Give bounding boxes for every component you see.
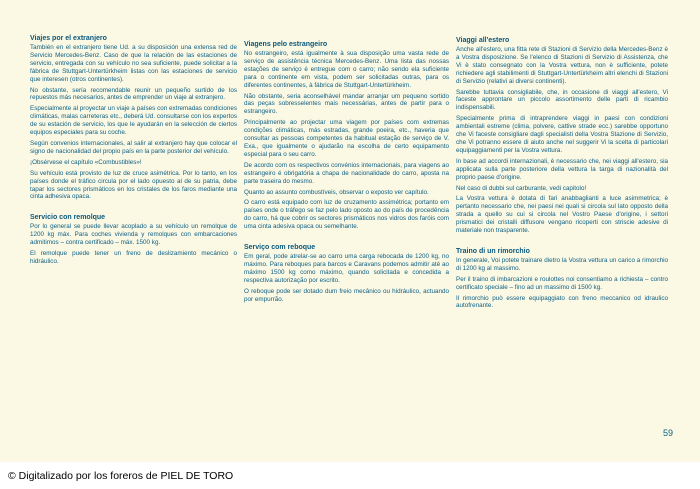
paragraph: Não obstante, seria aconselhável mandar arranjar um pequeno sortido das peças sobresselentes mais necessárias, antes de partir para o estrangeiro. bbox=[244, 92, 449, 116]
paragraph: Según convenios internacionales, al salir al extranjero hay que colocar el signo de nacionalidad del propio país en la parte posterior del vehículo. bbox=[30, 139, 237, 155]
spacer bbox=[456, 238, 668, 247]
spacer bbox=[30, 204, 237, 213]
footer-credit: © Digitalizado por los foreros de PIEL DE TORO bbox=[8, 470, 234, 482]
paragraph: No estrangeiro, está igualmente à sua disposição uma vasta rede de serviço de assistência técnica Mercedes-Benz. Uma lista das nossas estações de serviço é entregue com o carro; não sendo ela suficiente para o continente em vista, podem ser solicitadas outras, para os diferentes continentes, à fábrica de Stuttgart-Untertürkheim. bbox=[244, 50, 449, 89]
spacer bbox=[244, 234, 449, 243]
paragraph: Su vehículo está provisto de luz de cruce asimétrica. Por lo tanto, en los países donde el tráfico circula por el lado opuesto al de su patria, debe tapar los sectores prismáticos en los cristales de los faros mediante una cinta adhesiva opaca. bbox=[30, 169, 237, 201]
paragraph: Por lo general se puede llevar acoplado a su vehículo un remolque de 1200 kg máx. Para coches vivienda y remolques con embarcaciones admitimos – contra certificado – máx. 1500 kg. bbox=[30, 223, 237, 247]
page-number: 59 bbox=[663, 428, 674, 438]
paragraph: El remolque puede tener un freno de deslizamiento mecánico o hidráulico. bbox=[30, 250, 237, 265]
paragraph: También en el extranjero tiene Ud. a su disposición una extensa red de Servicio Mercedes-Benz. Caso de que la relación de las estaciones de servicio, entregada con su vehículo no sea suficiente, puede solicitar a la fábrica de Stuttgart-Untertürkheim listas con las estaciones de servicio que interesen (otros continentes). bbox=[30, 44, 237, 83]
heading-remolque: Servicio con remolque bbox=[30, 214, 106, 222]
paragraph: Specialmente prima di intraprendere viaggi in paesi con condizioni ambientali estreme (clima, polvere, cattive strade ecc.) sarebbe opportuno che Vi faceste consigliare dagli specialisti della Vostra Stazione di Servizio, che Vi potranno essere di aiuto anche nel suggerir Vi la scelta di particolari equipaggiamenti per la Vostra vettura. bbox=[456, 115, 668, 154]
column-spanish bbox=[30, 34, 237, 269]
heading-viagens: Viagens pelo estrangeiro bbox=[244, 41, 328, 48]
paragraph: Nel caso di dubbi sul carburante, vedi capitolo! bbox=[456, 184, 587, 192]
paragraph: O reboque pode ser dotado dum freio mecânico ou hidráulico, actuando por empurrão. bbox=[244, 287, 449, 303]
heading-reboque: Serviço com reboque bbox=[244, 244, 316, 252]
paragraph: La Vostra vettura è dotata di fari anabbaglianti a luce asimmetrica; è pertanto necessario che, nei paesi nei quali si circola sul lato opposto della strada a quello su cui si circola nel Vostro Paese d'origine, i settori prismatici dei cristalli diffusore vengano ricoperti con striscie adesive di materiale non trasparente. bbox=[456, 195, 668, 235]
paragraph: Em geral, pode atrelar-se ao carro uma carga rebocada de 1200 kg, no máximo. Para reboques para barcos e Caravans podemos admitir até ao máximo 1500 kg como máximo, quando solicitada e concedida a respectiva autorização por escrito. bbox=[244, 253, 449, 284]
column-portuguese bbox=[244, 40, 449, 306]
paragraph: O carro está equipado com luz de cruzamento assimétrica; portanto em países onde o tráfego se faz pelo lado oposto ao do país de procedência do carro, há que cobrir os sectores prismáticos nos vidros dos faróis com uma cinta adesiva opaca ou semelhante. bbox=[244, 199, 449, 231]
paragraph: Principalmente ao projectar uma viagem por países com extremas condições climáticas, más estradas, grande poeira, etc., haveria que consultar as pessoas competentes da habitual estação de serviço de V. Exa., que igualmente o ajudarão na escolha de certo equipamento especial para o seu carro. bbox=[244, 119, 449, 158]
paragraph: Quanto ao assunto combustíveis, observar o exposto ver capítulo. bbox=[244, 188, 429, 196]
heading-viaggi: Viaggi all'estero bbox=[456, 37, 510, 44]
heading-viajes: Viajes por el extranjero bbox=[30, 35, 107, 42]
paragraph: No obstante, sería recomendable reunir un pequeño surtido de los repuestos más necesarios, antes de emprender un viaje al extranjero. bbox=[30, 86, 237, 102]
paragraph: Anche all'estero, una fitta rete di Stazioni di Servizio della Mercedes-Benz è a Vostra disposizione. Se l'elenco di Stazioni di Servizio di Assistenza, che Vi è stato consegnato con la Vostra vettura, non è sufficiente, potete richiedere agli stabilimenti di Stuttgart-Untertürkheim altri elenchi di Stazioni di Servizio (relativi ai diversi continenti). bbox=[456, 46, 668, 85]
column-italian bbox=[456, 36, 668, 313]
paragraph: Sarebbe tuttavia consigliabile, che, in occasione di viaggi all'estero, Vi faceste approntare un piccolo assortimento delle parti di ricambio indispensabili. bbox=[456, 88, 668, 112]
paragraph: Per il traino di imbarcazioni e roulottes noi consentiamo a richiesta – contro certificato speciale – fino ad un massimo di 1500 kg. bbox=[456, 275, 668, 291]
paragraph: De acordo com os respectivos convénios internacionais, para viagens ao estrangeiro é obrigatória a chapa de nacionalidade do carro, aposta na parte traseira do mesmo. bbox=[244, 161, 449, 185]
paragraph: Il rimorchio può essere equipaggiato con freno meccanico od idraulico autofrenante. bbox=[456, 294, 668, 310]
paragraph: Especialmente al proyectar un viaje a países con extremadas condiciones climáticas, malas carreteras etc., deberá Ud. consultarse con los expertos de su estación de servicio, los que le ayudarán en la selección de ciertos equipos especiales para su coche. bbox=[30, 105, 237, 137]
footer-bar bbox=[0, 462, 700, 489]
heading-rimorchio: Traino di un rimorchio bbox=[456, 247, 530, 255]
paragraph: ¡Obsérvese el capítulo «Combustibles»! bbox=[30, 158, 142, 166]
paragraph: In base ad accordi internazionali, è necessario che, nei viaggi all'estero, sia applicata sulla parte posteriore della vettura la targa di nazionalità del proprio paese d'origine. bbox=[456, 157, 668, 181]
paragraph: In generale, Voi potete trainare dietro la Vostra vettura un carico a rimorchio di 1200 kg al massimo. bbox=[456, 256, 668, 272]
